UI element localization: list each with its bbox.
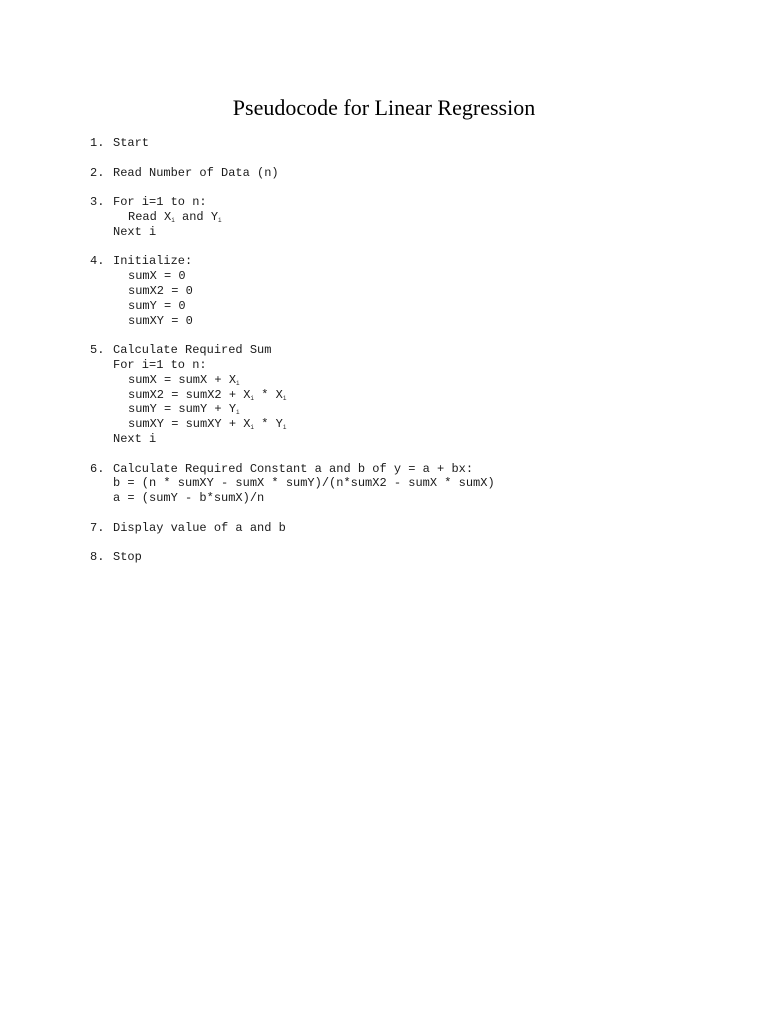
- code-line: For i=1 to n:: [113, 357, 207, 372]
- step-number: 7.: [90, 520, 105, 535]
- step-display: [90, 521, 730, 536]
- step-calculate-sum: [90, 343, 730, 447]
- step-number: 4.: [90, 254, 105, 269]
- step-text: Read Number of Data (n): [113, 165, 279, 180]
- pseudocode-steps: [90, 136, 730, 580]
- step-line: [90, 462, 730, 477]
- step-text: Stop: [113, 550, 142, 565]
- code-line: Next i: [113, 224, 157, 239]
- code-line: [90, 402, 730, 417]
- step-text: Start: [113, 136, 150, 150]
- subscript: i: [171, 216, 175, 224]
- code-text: Read X: [128, 209, 172, 224]
- subscript: i: [236, 379, 240, 387]
- code-line: [90, 210, 730, 225]
- step-line: [90, 521, 730, 536]
- step-initialize: [90, 254, 730, 328]
- code-line: [90, 388, 730, 403]
- subscript: i: [236, 409, 240, 417]
- step-line: [90, 195, 730, 210]
- step-text: Initialize:: [113, 254, 193, 269]
- code-line: sumY = 0: [128, 298, 186, 313]
- code-line: [90, 417, 730, 432]
- step-text: Calculate Required Constant a and b of y = a + bx:: [113, 461, 474, 476]
- step-number: 2.: [90, 165, 105, 180]
- step-stop: [90, 550, 730, 565]
- step-text: For i=1 to n:: [113, 195, 207, 210]
- code-line: sumXY = 0: [128, 313, 193, 328]
- subscript: i: [282, 394, 287, 402]
- subscript: i: [250, 394, 255, 402]
- step-calculate-constants: [90, 462, 730, 506]
- code-text: sumY = sumY + Y: [128, 402, 237, 417]
- code-line: [90, 373, 730, 388]
- step-read-n: [90, 166, 730, 181]
- code-line: Next i: [113, 431, 157, 446]
- code-text: and Y: [174, 209, 219, 224]
- subscript: i: [218, 216, 222, 224]
- code-line: sumX2 = 0: [128, 283, 193, 298]
- step-read-loop: [90, 195, 730, 239]
- step-text: Display value of a and b: [113, 520, 286, 535]
- subscript: i: [250, 424, 255, 432]
- page-title: Pseudocode for Linear Regression: [232, 95, 536, 120]
- step-start: [90, 136, 730, 151]
- subscript: i: [282, 424, 287, 432]
- step-line: [90, 550, 730, 565]
- step-text: Calculate Required Sum: [113, 343, 272, 358]
- code-text: * Y: [254, 417, 283, 432]
- step-number: 6.: [90, 461, 105, 476]
- step-number: 5.: [90, 343, 105, 358]
- step-number: 3.: [90, 195, 105, 210]
- code-text: sumXY = sumXY + X: [128, 417, 251, 432]
- step-line: [90, 254, 730, 269]
- step-line: [90, 343, 730, 358]
- code-text: sumX2 = sumX2 + X: [128, 387, 251, 402]
- code-text: sumX = sumX + X: [128, 372, 237, 387]
- step-number: 1.: [90, 136, 105, 150]
- code-line: a = (sumY - b*sumX)/n: [113, 491, 265, 506]
- step-line: [90, 166, 730, 181]
- code-line: sumX = 0: [128, 269, 186, 284]
- code-line: b = (n * sumXY - sumX * sumY)/(n*sumX2 - sumX * sumX): [113, 476, 495, 491]
- step-number: 8.: [90, 550, 105, 565]
- code-text: * X: [254, 387, 283, 402]
- step-line: [90, 136, 730, 151]
